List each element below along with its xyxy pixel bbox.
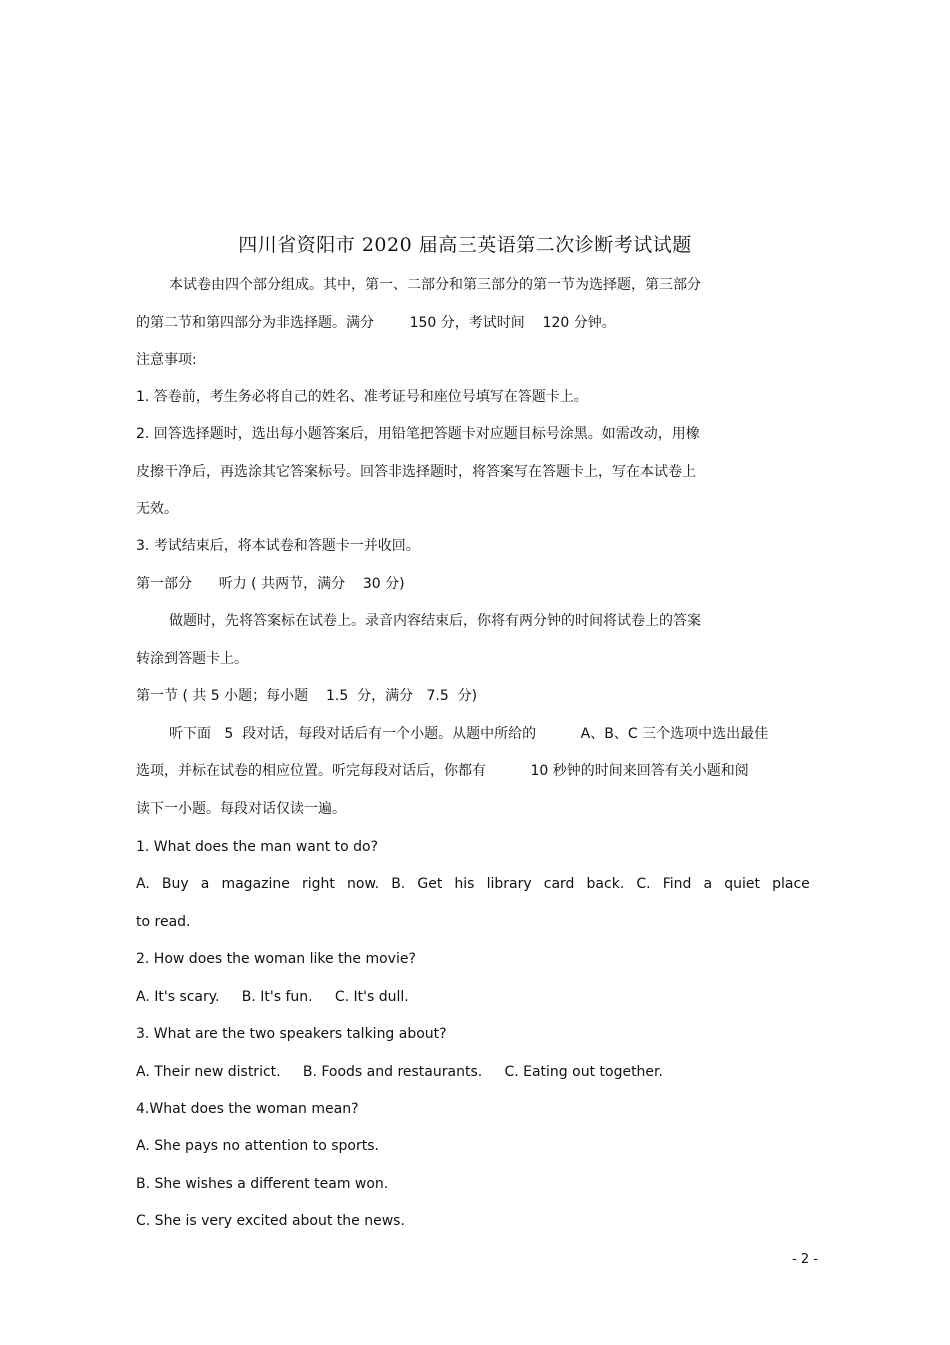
option-token: Find (662, 876, 692, 892)
option-token: library (486, 876, 532, 892)
section1-instruction-1: 听下面 5 段对话，每段对话后有一个小题。从题中所给的 A、B、C 三个选项中选出最佳 (169, 726, 769, 742)
question-1-options-cont: to read. (136, 914, 191, 930)
question-1-stem: 1. What does the man want to do? (136, 839, 379, 855)
part1-instruction-2: 转涂到答题卡上。 (136, 651, 248, 667)
option-token: C. (636, 876, 651, 892)
question-4-stem: 4.What does the woman mean? (136, 1101, 359, 1117)
intro-line-2: 的第二节和第四部分为非选择题。满分 150 分，考试时间 120 分钟。 (136, 315, 616, 331)
option-token: Buy (161, 876, 189, 892)
option-token: a (200, 876, 210, 892)
question-4-option-a: A. She pays no attention to sports. (136, 1138, 379, 1154)
question-3-stem: 3. What are the two speakers talking about? (136, 1026, 447, 1042)
question-4-option-c: C. She is very excited about the news. (136, 1213, 405, 1229)
option-token: card (543, 876, 575, 892)
part1-heading: 第一部分 听力 ( 共两节，满分 30 分) (136, 576, 405, 592)
part1-instruction-1: 做题时，先将答案标在试卷上。录音内容结束后，你将有两分钟的时间将试卷上的答案 (169, 613, 701, 629)
option-token: place (772, 876, 810, 892)
page-title: 四川省资阳市 2020 届高三英语第二次诊断考试试题 (238, 234, 692, 256)
notice-item-3: 3. 考试结束后，将本试卷和答题卡一并收回。 (136, 538, 420, 554)
question-2-stem: 2. How does the woman like the movie? (136, 951, 416, 967)
option-token: magazine (221, 876, 290, 892)
question-1-options (136, 874, 810, 894)
option-token: B. (391, 876, 406, 892)
question-2-options: A. It's scary. B. It's fun. C. It's dull. (136, 989, 409, 1005)
option-token: now. (347, 876, 380, 892)
option-token: Get (417, 876, 443, 892)
section1-instruction-2: 选项，并标在试卷的相应位置。听完每段对话后，你都有 10 秒钟的时间来回答有关小题和阅 (136, 763, 749, 779)
option-token: A. (136, 876, 150, 892)
option-token: right (302, 876, 335, 892)
notice-item-2: 2. 回答选择题时，选出每小题答案后，用铅笔把答题卡对应题目标号涂黑。如需改动，用橡 (136, 426, 700, 442)
option-token: quiet (724, 876, 760, 892)
question-4-option-b: B. She wishes a different team won. (136, 1176, 389, 1192)
page-number: - 2 - (792, 1252, 818, 1267)
section1-heading: 第一节 ( 共 5 小题；每小题 1.5 分，满分 7.5 分) (136, 688, 478, 704)
notice-item-2-cont: 皮擦干净后，再选涂其它答案标号。回答非选择题时，将答案写在答题卡上，写在本试卷上 (136, 464, 696, 480)
notice-item-2-end: 无效。 (136, 501, 178, 517)
notice-item-1: 1. 答卷前，考生务必将自己的姓名、准考证号和座位号填写在答题卡上。 (136, 389, 588, 405)
question-3-options: A. Their new district. B. Foods and restaurants. C. Eating out together. (136, 1064, 663, 1080)
intro-line-1: 本试卷由四个部分组成。其中，第一、二部分和第三部分的第一节为选择题，第三部分 (169, 277, 701, 293)
notice-heading: 注意事项: (136, 352, 197, 368)
option-token: a (703, 876, 713, 892)
section1-instruction-3: 读下一小题。每段对话仅读一遍。 (136, 801, 346, 817)
option-token: his (454, 876, 475, 892)
option-token: back. (586, 876, 625, 892)
